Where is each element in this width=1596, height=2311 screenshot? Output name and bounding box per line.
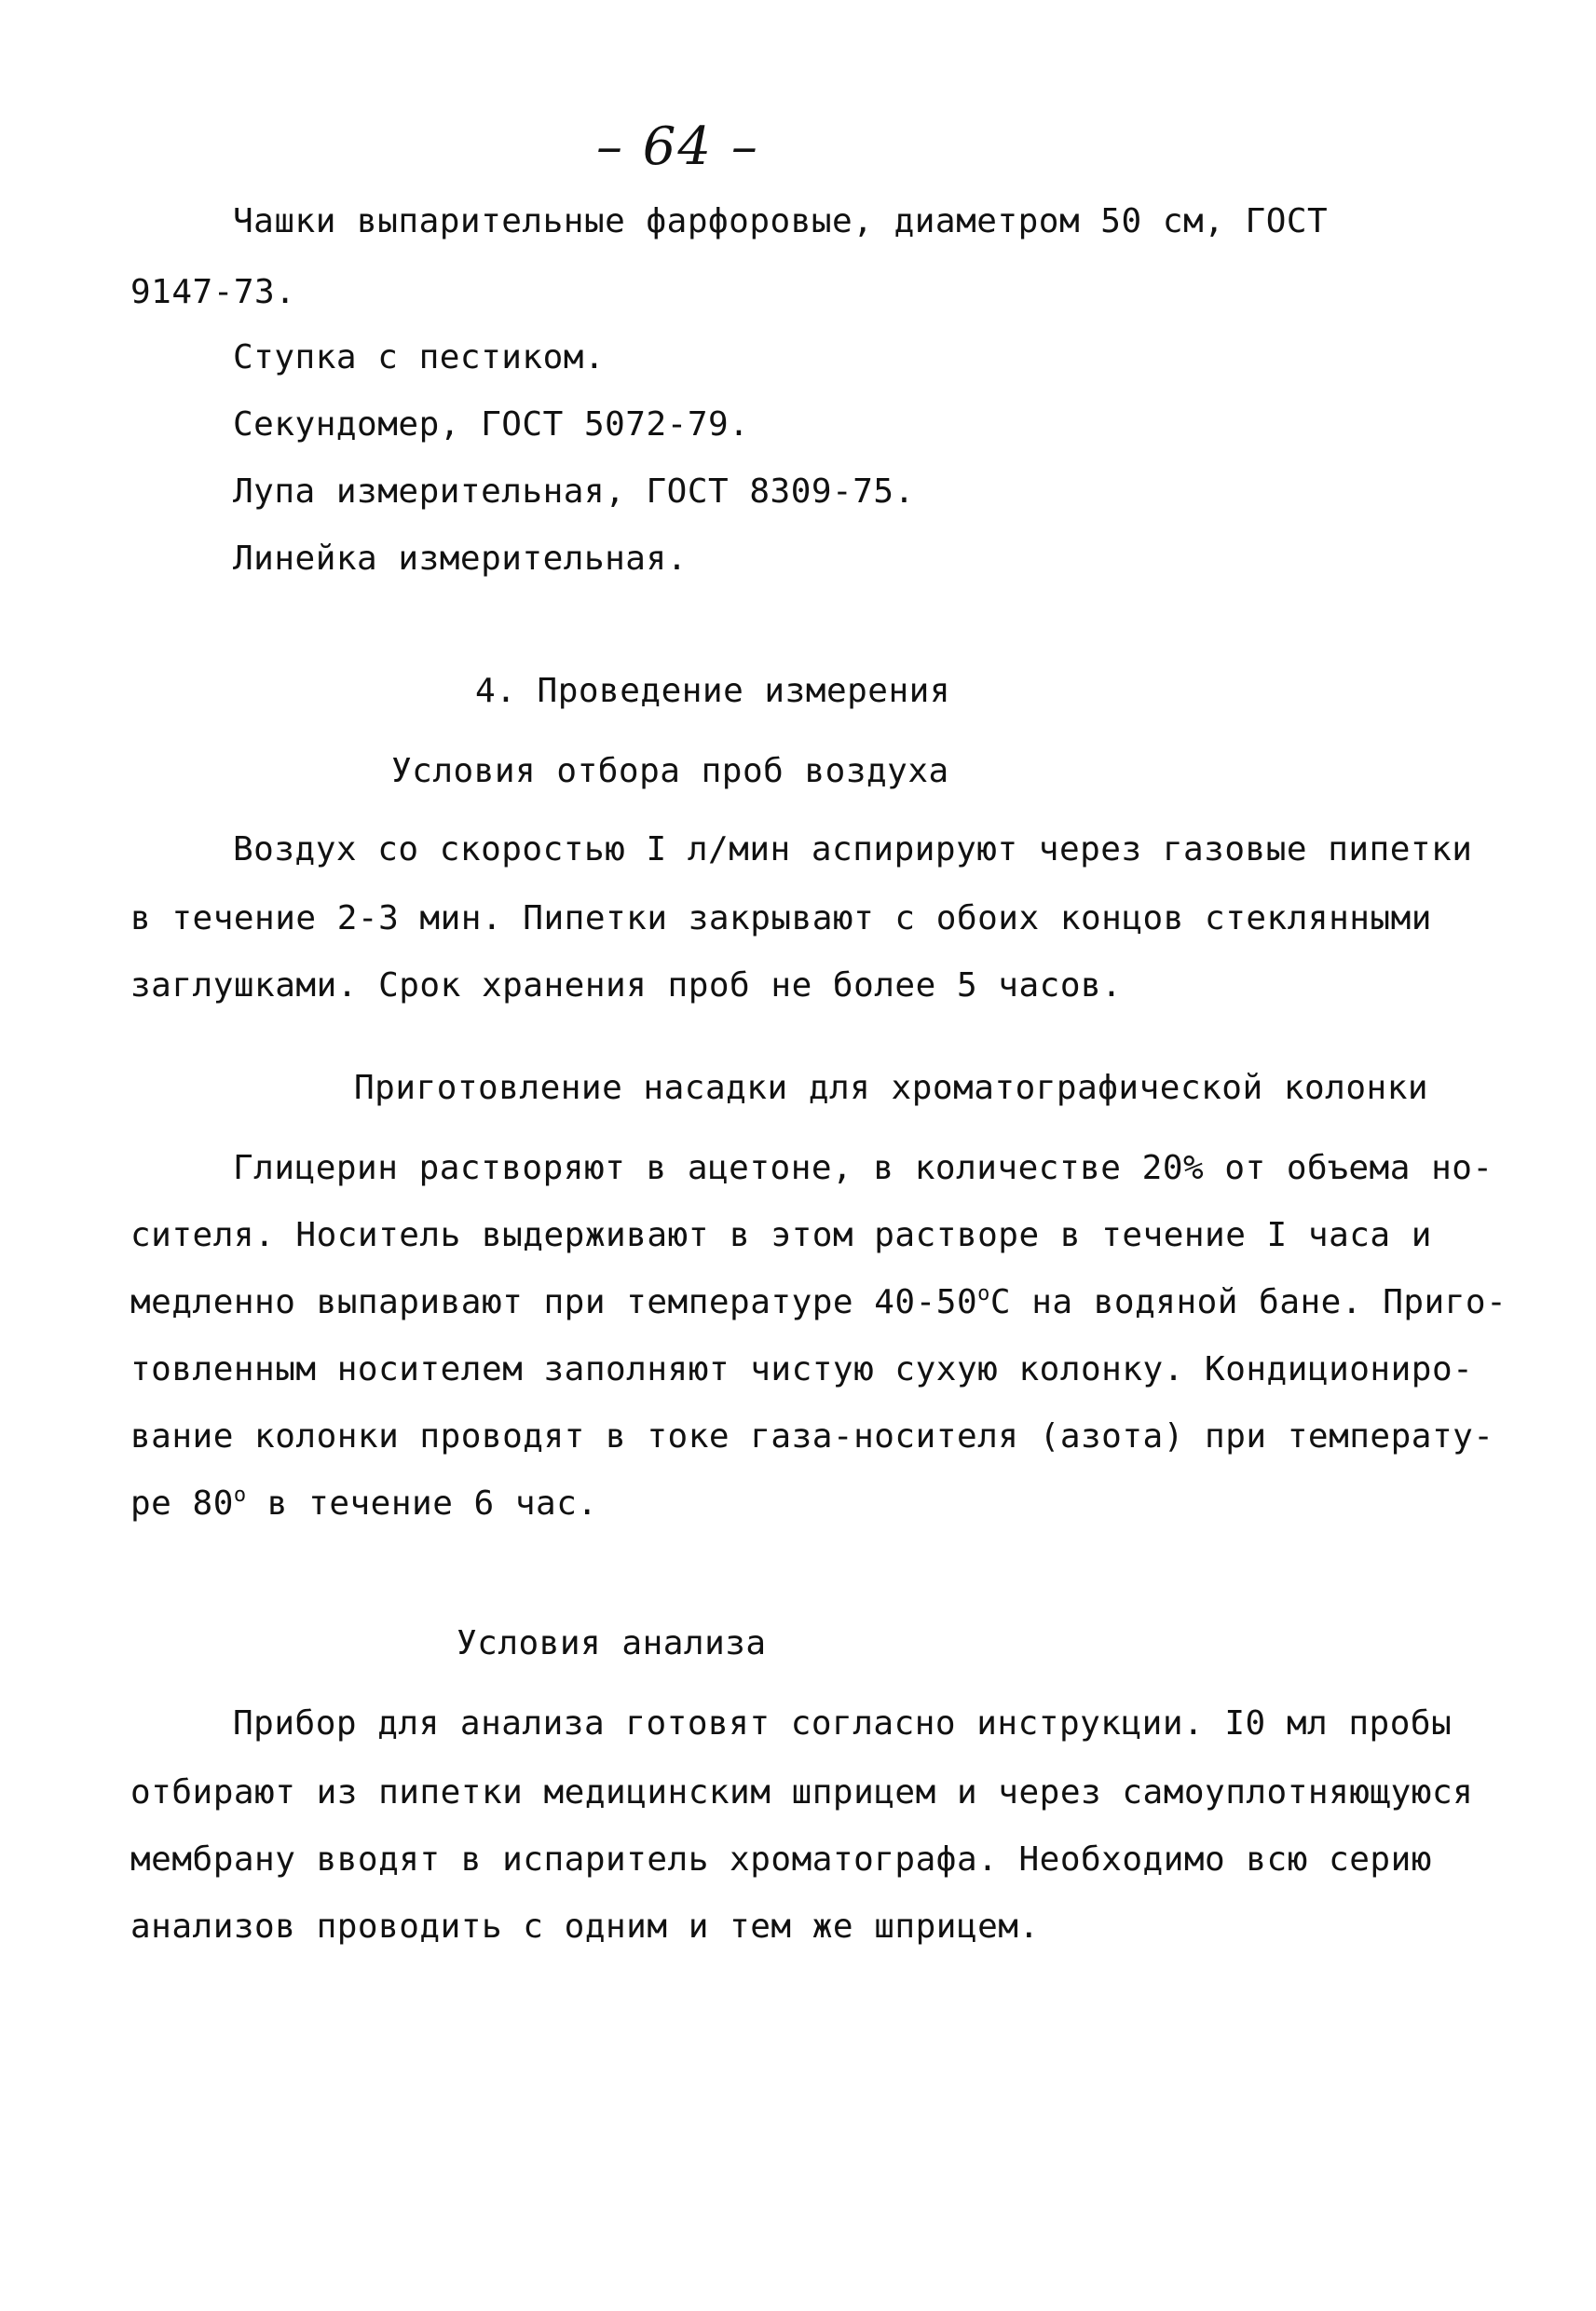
equipment-line: Ступка с пестиком. — [233, 338, 606, 376]
paragraph-line: сителя. Носитель выдерживают в этом растворе в течение I часа и — [130, 1216, 1432, 1254]
equipment-line: Линейка измерительная. — [233, 540, 688, 578]
equipment-line: Чашки выпарительные фарфоровые, диаметром 50 см, ГОСТ — [233, 202, 1329, 240]
text-span: в течение 6 час. — [246, 1484, 598, 1523]
paragraph-line: в течение 2-3 мин. Пипетки закрывают с обоих концов стеклянными — [130, 899, 1432, 937]
analysis-heading: Условия анализа — [457, 1624, 767, 1662]
text-span: С на водяной бане. Приго- — [989, 1283, 1507, 1321]
paragraph-line: отбирают из пипетки медицинским шприцем и через самоуплотняющуюся — [130, 1773, 1474, 1812]
paragraph-line: заглушками. Срок хранения проб не более 5 часов. — [130, 966, 1123, 1005]
packing-heading: Приготовление насадки для хроматографической колонки — [354, 1069, 1429, 1107]
paragraph-line: Воздух со скоростью I л/мин аспирируют через газовые пипетки — [233, 830, 1473, 868]
paragraph-line: вание колонки проводят в токе газа-носителя (азота) при температу- — [130, 1417, 1494, 1456]
text-span: ре 80 — [130, 1484, 234, 1523]
equipment-line: 9147-73. — [130, 273, 296, 311]
paragraph-line — [130, 1282, 1507, 1321]
text-span: медленно выпаривают при температуре 40-50 — [130, 1283, 978, 1321]
equipment-line: Секундомер, ГОСТ 5072-79. — [233, 405, 750, 444]
sampling-heading: Условия отбора проб воздуха — [391, 752, 949, 790]
paragraph-line: анализов проводить с одним и тем же шприцем. — [130, 1908, 1040, 1946]
paragraph-line: Глицерин растворяют в ацетоне, в количестве 20% от объема но- — [233, 1149, 1494, 1187]
degree-sign: o — [233, 1484, 247, 1507]
degree-sign: o — [977, 1282, 990, 1306]
equipment-line: Лупа измерительная, ГОСТ 8309-75. — [233, 472, 915, 511]
page-number: – 64 – — [596, 116, 759, 177]
paragraph-line: товленным носителем заполняют чистую сухую колонку. Кондициониро- — [130, 1350, 1474, 1388]
paragraph-line: Прибор для анализа готовят согласно инструкции. I0 мл пробы — [233, 1704, 1453, 1743]
paragraph-line — [130, 1484, 598, 1523]
section-title: 4. Проведение измерения — [475, 672, 950, 710]
paragraph-line: мембрану вводят в испаритель хроматографа. Необходимо всю серию — [130, 1840, 1432, 1879]
